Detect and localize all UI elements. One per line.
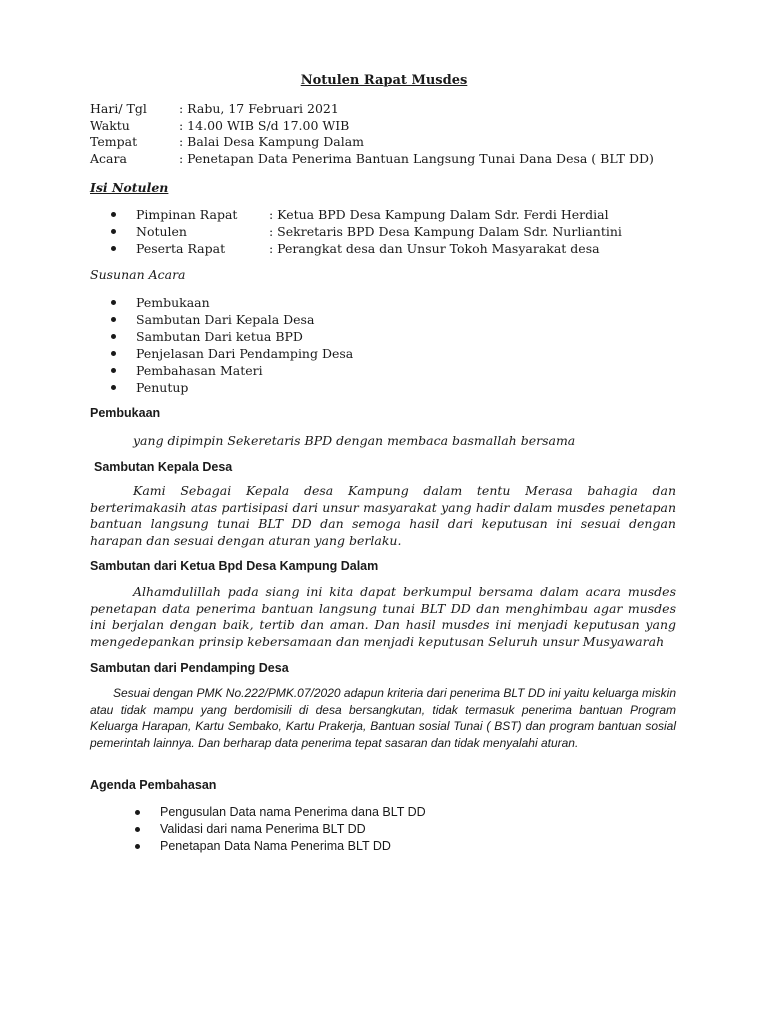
list-item xyxy=(108,328,353,345)
list-item xyxy=(108,362,353,379)
meeting-info xyxy=(90,100,654,166)
item-label: Pimpinan Rapat xyxy=(136,207,238,222)
isi-notulen-list xyxy=(108,206,622,257)
item-label: Peserta Rapat xyxy=(136,241,226,256)
agenda-list xyxy=(132,804,426,855)
item-value: : Sekretaris BPD Desa Kampung Dalam Sdr. Nurliantini xyxy=(269,224,622,239)
info-value: : Penetapan Data Penerima Bantuan Langsung Tunai Dana Desa ( BLT DD) xyxy=(179,150,654,166)
sambutan-pendamping-text: Sesuai dengan PMK No.222/PMK.07/2020 adapun kriteria dari penerima BLT DD ini yaitu keluarga miskin atau tidak mampu yang berdomisili di desa bersangkutan, tidak termasuk penerima bantuan Program Keluarga Harapan, Kartu Sembako, Kartu Prakerja, Bantuan sosial Tunai ( BST) dan program bantuan sosial pemerintah lainnya. Dan berharap data penerima tepat sasaran dan tidak menyalahi aturan. xyxy=(90,686,676,750)
sambutan-pendamping-heading: Sambutan dari Pendamping Desa xyxy=(90,661,289,675)
info-label: Acara xyxy=(90,150,127,166)
document-title: Notulen Rapat Musdes xyxy=(300,73,468,88)
list-item xyxy=(132,804,426,821)
sambutan-bpd-text: Alhamdulillah pada siang ini kita dapat berkumpul bersama dalam acara musdes penetapan data penerima bantuan langsung tunai BLT DD dan menghimbau agar musdes ini berjalan dengan baik, tertib dan aman. Dan hasil musdes ini menjadi keputusan yang mengedepankan prinsip kebersamaan dan menjadi keputusan Seluruh unsur Musyawarah xyxy=(90,584,676,649)
bullet-icon xyxy=(108,223,136,240)
info-value: : Rabu, 17 Februari 2021 xyxy=(179,101,339,116)
bullet-icon xyxy=(108,345,136,362)
item-text: Penutup xyxy=(136,380,189,395)
bullet-icon xyxy=(108,206,136,223)
item-text: Penetapan Data Nama Penerima BLT DD xyxy=(160,839,391,853)
bullet-icon xyxy=(108,362,136,379)
susunan-acara-list xyxy=(108,294,353,396)
item-value: : Ketua BPD Desa Kampung Dalam Sdr. Ferdi Herdial xyxy=(269,207,609,222)
info-row-date xyxy=(90,100,654,117)
info-row-time xyxy=(90,117,654,134)
bullet-icon xyxy=(132,804,160,821)
list-item xyxy=(108,206,622,223)
bullet-icon xyxy=(108,379,136,396)
item-text: Pembukaan xyxy=(136,295,210,310)
list-item xyxy=(132,838,426,855)
pembukaan-text: yang dipimpin Sekeretaris BPD dengan membaca basmallah bersama xyxy=(133,433,576,448)
item-value: : Perangkat desa dan Unsur Tokoh Masyarakat desa xyxy=(269,241,600,256)
list-item xyxy=(108,223,622,240)
bullet-icon xyxy=(108,240,136,257)
info-label: Tempat xyxy=(90,134,138,149)
agenda-heading: Agenda Pembahasan xyxy=(90,778,217,792)
info-value: : Balai Desa Kampung Dalam xyxy=(179,134,365,149)
pembukaan-heading: Pembukaan xyxy=(90,406,161,420)
list-item xyxy=(108,294,353,311)
list-item xyxy=(108,240,622,257)
item-text: Pengusulan Data nama Penerima dana BLT DD xyxy=(160,805,426,819)
list-item xyxy=(132,821,426,838)
list-item xyxy=(108,311,353,328)
bullet-icon xyxy=(132,821,160,838)
bullet-icon xyxy=(108,328,136,345)
item-text: Validasi dari nama Penerima BLT DD xyxy=(160,822,366,836)
item-label: Notulen xyxy=(136,224,187,239)
item-text: Sambutan Dari ketua BPD xyxy=(136,329,303,344)
item-text: Pembahasan Materi xyxy=(136,363,263,378)
item-text: Penjelasan Dari Pendamping Desa xyxy=(136,346,354,361)
info-label: Waktu xyxy=(90,117,130,133)
list-item xyxy=(108,345,353,362)
bullet-icon xyxy=(132,838,160,855)
sambutan-bpd-heading: Sambutan dari Ketua Bpd Desa Kampung Dalam xyxy=(90,559,379,573)
sambutan-kades-text: Kami Sebagai Kepala desa Kampung dalam tentu Merasa bahagia dan berterimakasih atas partisipasi dari unsur masyarakat yang hadir dalam musdes penetapan bantuan langsung tunai BLT DD dan semoga hasil dari keputusan ini sesuai dengan harapan dan sesuai dengan aturan yang berlaku. xyxy=(90,483,676,548)
sambutan-kades-heading: Sambutan Kepala Desa xyxy=(94,460,233,474)
info-row-agenda xyxy=(90,150,654,167)
list-item xyxy=(108,379,353,396)
isi-notulen-heading: Isi Notulen xyxy=(90,180,169,195)
item-text: Sambutan Dari Kepala Desa xyxy=(136,312,315,327)
info-label: Hari/ Tgl xyxy=(90,101,147,116)
bullet-icon xyxy=(108,294,136,311)
bullet-icon xyxy=(108,311,136,328)
info-row-place xyxy=(90,133,654,150)
susunan-acara-heading: Susunan Acara xyxy=(90,267,186,282)
info-value: : 14.00 WIB S/d 17.00 WIB xyxy=(179,117,350,133)
